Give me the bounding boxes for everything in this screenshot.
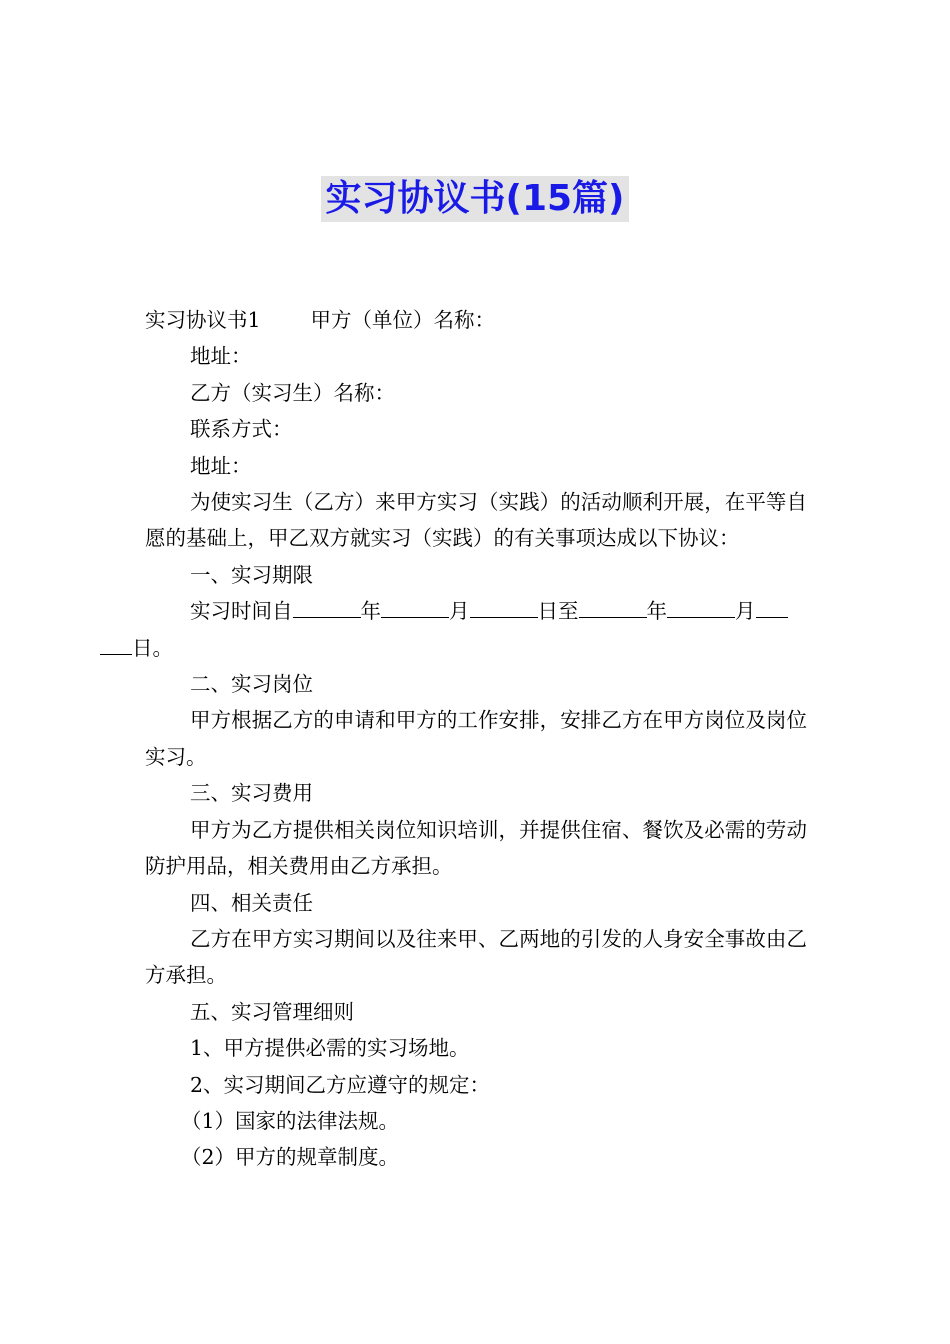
party-b-name-label: 乙方（实习生）名称：: [190, 380, 395, 405]
section-3-heading: 三、实习费用: [190, 781, 313, 806]
lead-line: [145, 302, 807, 338]
list-item-2: 2、实习期间乙方应遵守的规定：: [190, 1072, 491, 1097]
period-month-1: 月: [449, 599, 470, 624]
blank-field: [470, 595, 538, 618]
period-day-to: 日至: [537, 599, 579, 624]
sub-item-2: （2）甲方的规章制度。: [181, 1145, 400, 1170]
period-month-2: 月: [735, 599, 756, 624]
period-prefix: 实习时间自: [190, 599, 293, 624]
blank-field: [579, 595, 647, 618]
blank-field: [667, 595, 735, 618]
blank-field: [756, 595, 788, 618]
intro-paragraph: 为使实习生（乙方）来甲方实习（实践）的活动顺利开展，在平等自愿的基础上，甲乙双方就实习（实践）的有关事项达成以下协议：: [145, 490, 807, 551]
section-4-paragraph: 乙方在甲方实习期间以及往来甲、乙两地的引发的人身安全事故由乙方承担。: [145, 926, 807, 988]
section-2-heading: 二、实习岗位: [190, 672, 313, 697]
document-title: 实习协议书(15篇): [321, 176, 628, 222]
blank-field: [381, 595, 449, 618]
section-1-heading: 一、实习期限: [190, 562, 313, 587]
section-4-heading: 四、相关责任: [190, 890, 313, 915]
document-body: [132, 302, 807, 1176]
address-label-b: 地址：: [190, 453, 252, 478]
section-5-heading: 五、实习管理细则: [190, 999, 354, 1024]
title-container: [0, 176, 950, 222]
address-label-a: 地址：: [190, 344, 252, 369]
period-end: 日。: [132, 635, 173, 660]
blank-field: [293, 595, 361, 618]
list-item-1: 1、甲方提供必需的实习场地。: [190, 1036, 470, 1061]
blank-field: [100, 632, 132, 655]
period-paragraph: [132, 593, 807, 666]
section-3-paragraph: 甲方为乙方提供相关岗位知识培训，并提供住宿、餐饮及必需的劳动防护用品，相关费用由乙方承担。: [145, 817, 807, 879]
sub-item-1: （1）国家的法律法规。: [181, 1108, 400, 1133]
agreement-heading: 实习协议书1: [145, 308, 261, 332]
contact-label: 联系方式：: [190, 417, 293, 442]
period-year-1: 年: [360, 599, 381, 624]
period-year-2: 年: [646, 599, 667, 624]
section-2-paragraph: 甲方根据乙方的申请和甲方的工作安排，安排乙方在甲方岗位及岗位实习。: [145, 708, 807, 769]
party-a-name-label: 甲方（单位）名称：: [310, 308, 496, 332]
